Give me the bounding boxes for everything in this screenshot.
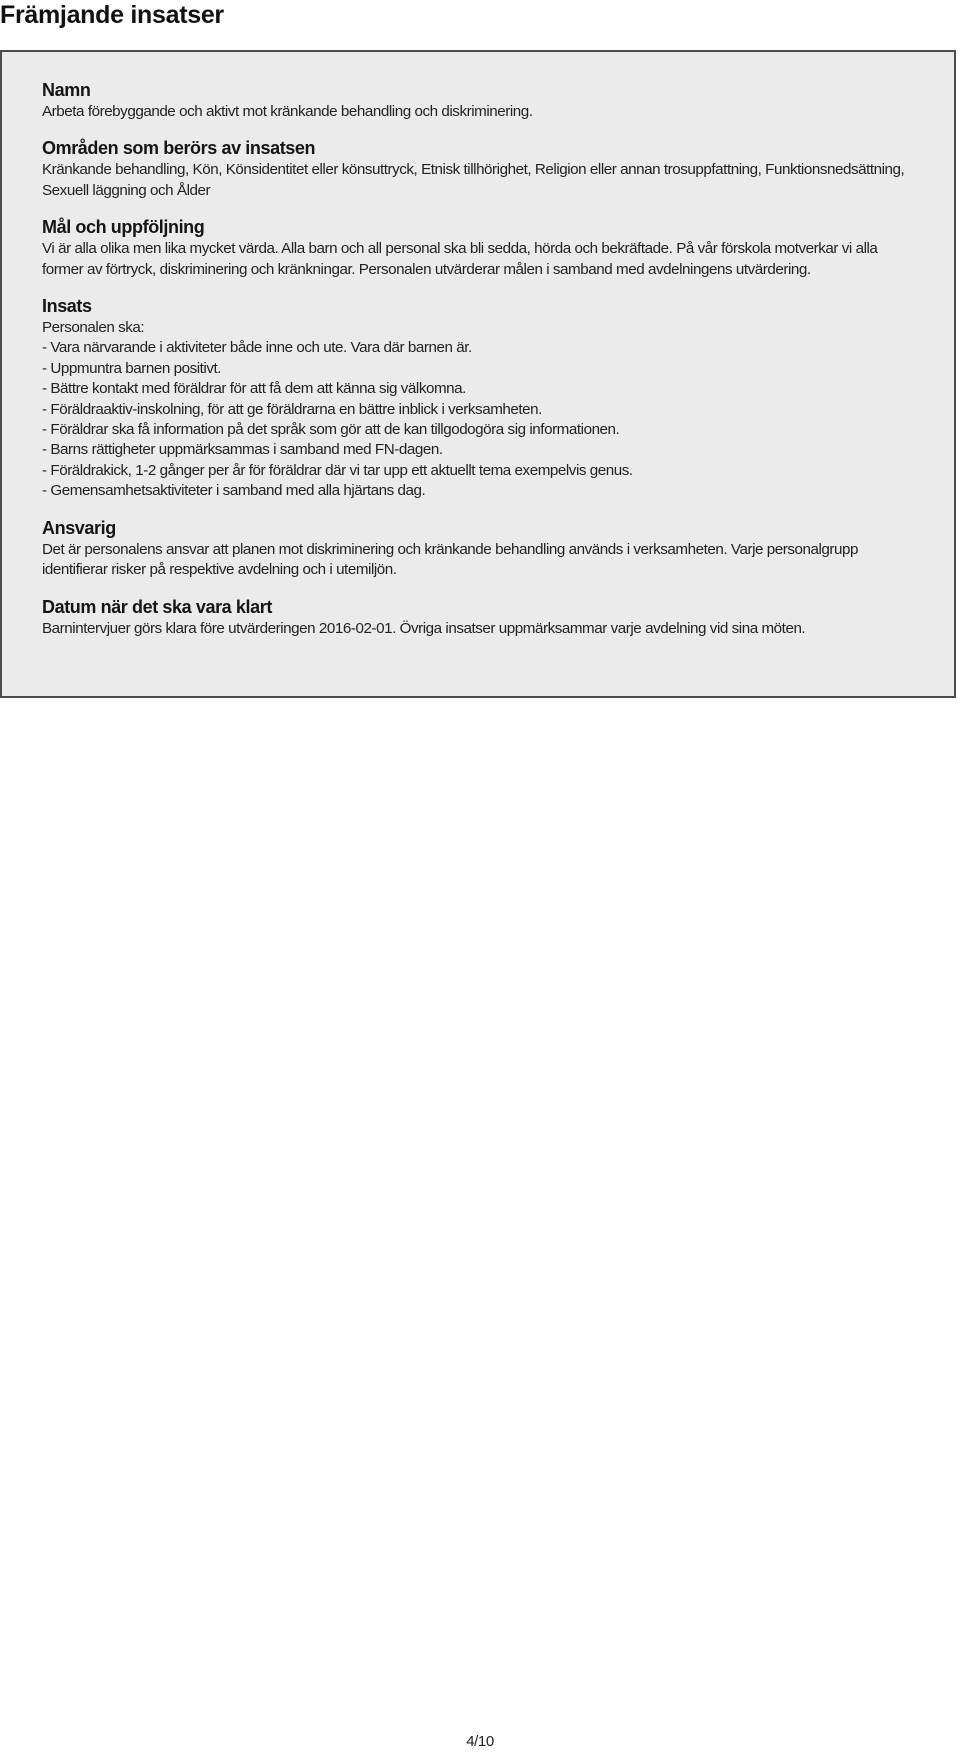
section-text-namn: Arbeta förebyggande och aktivt mot kränkande behandling och diskriminering.	[42, 103, 533, 120]
insats-content-box	[0, 50, 956, 698]
section-heading-namn: Namn	[42, 80, 91, 100]
list-item: - Gemensamhetsaktiviteter i samband med alla hjärtans dag.	[42, 482, 426, 500]
list-item: - Barns rättigheter uppmärksammas i samband med FN-dagen.	[42, 441, 443, 459]
section-insats	[42, 295, 914, 502]
page-number: 4/10	[466, 1733, 494, 1750]
section-omraden	[42, 137, 914, 201]
section-datum	[42, 596, 914, 639]
list-item: - Uppmuntra barnen positivt.	[42, 359, 222, 377]
list-item: - Föräldraaktiv-inskolning, för att ge föräldrarna en bättre inblick i verksamheten.	[42, 400, 542, 418]
list-item: Personalen ska:	[42, 319, 145, 337]
section-heading-datum: Datum när det ska vara klart	[42, 596, 272, 617]
list-item: - Vara närvarande i aktiviteter både inne och ute. Vara där barnen är.	[42, 339, 472, 357]
section-text-mal: Vi är alla olika men lika mycket värda. Alla barn och all personal ska bli sedda, hörda och bekräftade. På vår förskola motverkar vi alla former av förtryck, diskriminering och kränkningar. Personalen utvärderar målen i samband med avdelningens utvärdering.	[42, 240, 878, 278]
section-heading-omraden: Områden som berörs av insatsen	[42, 138, 316, 159]
list-item: - Föräldrakick, 1-2 gånger per år för föräldrar där vi tar upp ett aktuellt tema exempelvis genus.	[42, 461, 633, 479]
section-mal	[42, 216, 914, 280]
section-ansvarig	[42, 517, 914, 581]
section-text-ansvarig: Det är personalens ansvar att planen mot diskriminering och kränkande behandling används i verksamheten. Varje personalgrupp identifierar risker på respektive avdelning och i utemiljön.	[42, 540, 859, 579]
insats-list	[42, 318, 914, 502]
page-title: Främjande insatser	[0, 1, 224, 29]
section-heading-mal: Mål och uppföljning	[42, 217, 205, 238]
list-item: - Bättre kontakt med föräldrar för att få dem att känna sig välkomna.	[42, 380, 466, 398]
section-text-datum: Barnintervjuer görs klara före utvärderingen 2016-02-01. Övriga insatser uppmärksammar varje avdelning vid sina möten.	[42, 619, 806, 637]
list-item: - Föräldrar ska få information på det språk som gör att de kan tillgodogöra sig informationen.	[42, 421, 620, 439]
section-text-omraden: Kränkande behandling, Kön, Könsidentitet eller könsuttryck, Etnisk tillhörighet, Religion eller annan trosuppfattning, Funktionsnedsättning, Sexuell läggning och Ålder	[42, 161, 905, 199]
section-namn	[42, 79, 914, 122]
section-heading-insats: Insats	[42, 296, 92, 317]
section-heading-ansvarig: Ansvarig	[42, 517, 116, 538]
